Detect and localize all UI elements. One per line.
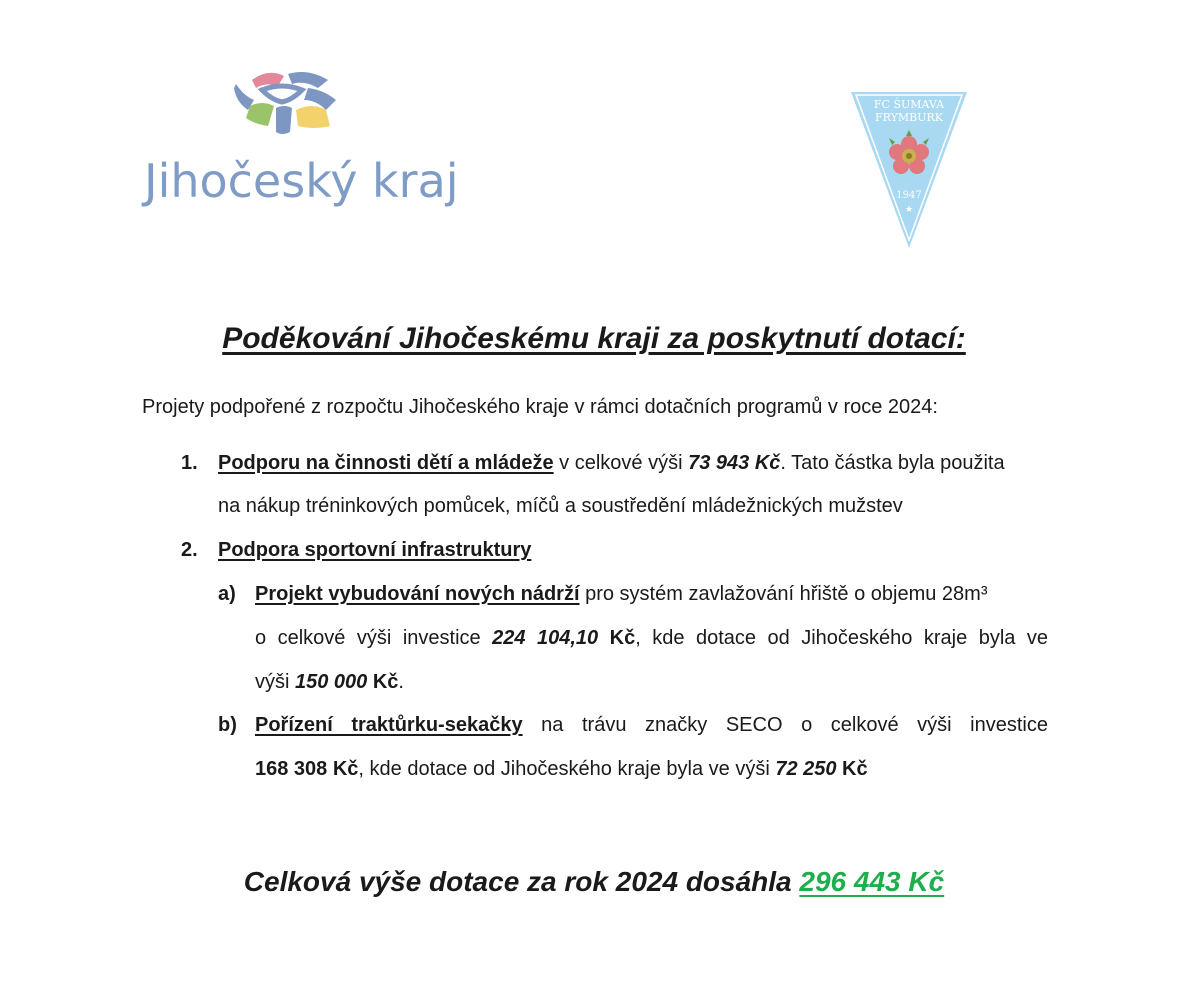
item-2-title: Podpora sportovní infrastruktury [218,539,532,561]
item-1-amount: 73 943 Kč [688,452,781,474]
page-title: Poděkování Jihočeskému kraji za poskytnutí dotací: [222,322,966,355]
subitem-b-line1: Pořízení traktůrku-sekačky na trávu značky SECO o celkové výši investice [255,714,1048,736]
subitem-a-grant: 150 000 [295,671,368,693]
club-logo [848,90,970,250]
club-pennant-icon [848,90,970,250]
list-item-1-line2: na nákup tréninkových pomůcek, míčů a soustředění mládežnických mužstev [218,495,903,517]
sublist-marker-b: b) [218,714,237,736]
club-name-line1: FC ŠUMAVA [873,98,945,111]
star-icon: ★ [904,204,914,214]
subitem-a-line3: výši 150 000 Kč. [255,671,404,693]
region-logo-text: Jihočeský kraj [144,154,459,208]
subitem-b-investment: 168 308 Kč [255,758,359,780]
club-founding-year: 1947 [896,190,922,201]
subitem-a-line1: Projekt vybudování nových nádrží pro systém zavlažování hřiště o objemu 28m³ [255,583,988,605]
total-amount: 296 443 Kč [799,866,945,897]
list-marker-2: 2. [181,539,198,561]
subitem-a-title: Projekt vybudování nových nádrží [255,583,580,605]
subitem-b-line2: 168 308 Kč, kde dotace od Jihočeského kraje byla ve výši 72 250 Kč [255,758,868,780]
sublist-marker-a: a) [218,583,236,605]
region-logo [140,66,480,216]
list-item-1-line1: Podporu na činnosti dětí a mládeže v celkové výši 73 943 Kč. Tato částka byla použita [218,452,1005,474]
subitem-a-investment: 224 104,10 [492,627,599,649]
club-name-line2: FRYMBURK [875,111,943,124]
subitem-a-line2: o celkové výši investice 224 104,10 Kč, kde dotace od Jihočeského kraje byla ve [255,627,1049,649]
subitem-b-title: Pořízení traktůrku-sekačky [255,714,523,736]
list-item-2 [218,539,531,562]
total-summary: Celková výše dotace za rok 2024 dosáhla 296 443 Kč [243,866,945,897]
intro-text: Projety podpořené z rozpočtu Jihočeského kraje v rámci dotačních programů v roce 2024: [142,396,938,418]
region-emblem-icon [232,66,342,140]
item-1-title: Podporu na činnosti dětí a mládeže [218,452,554,474]
subitem-b-grant: 72 250 [775,758,837,780]
list-marker-1: 1. [181,452,198,474]
